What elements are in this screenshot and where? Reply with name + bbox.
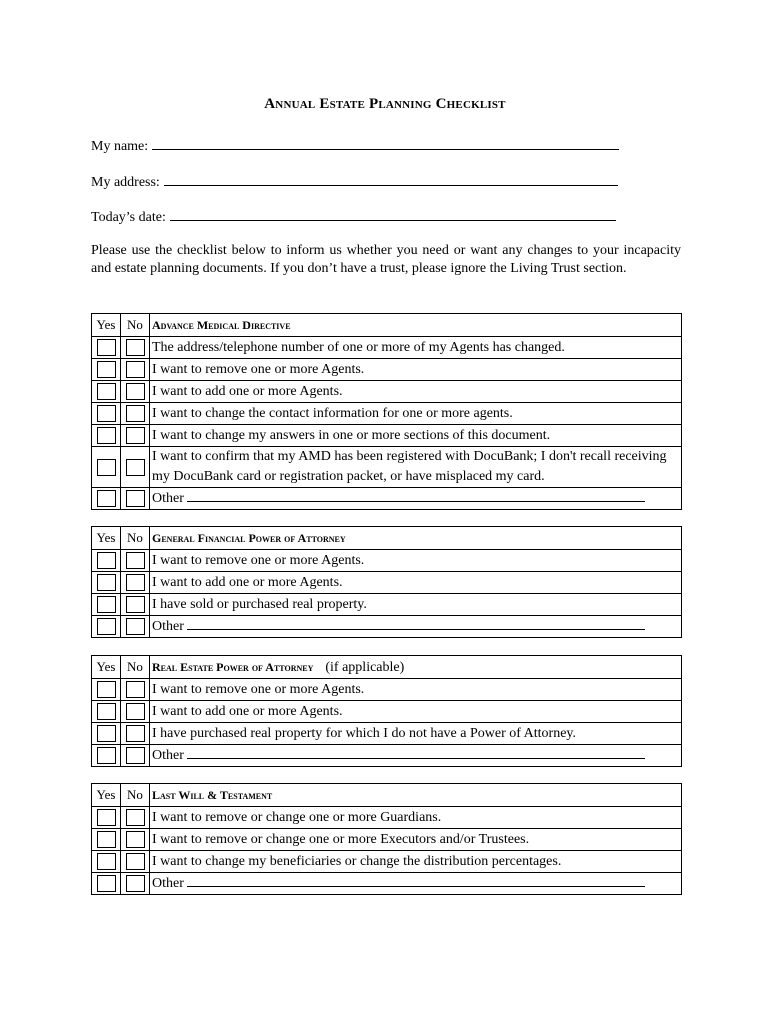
no-checkbox[interactable] xyxy=(126,809,145,826)
yes-checkbox[interactable] xyxy=(97,459,116,476)
yes-checkbox[interactable] xyxy=(97,809,116,826)
checklist-row-other xyxy=(92,488,682,510)
checklist-row xyxy=(92,337,682,359)
no-checkbox[interactable] xyxy=(126,853,145,870)
checklist-row xyxy=(92,425,682,447)
other-label: Other xyxy=(152,748,184,763)
checklist-item-text: I want to remove or change one or more Guardians. xyxy=(150,807,682,829)
address-label: My address: xyxy=(91,175,160,190)
address-input-line[interactable] xyxy=(164,172,618,186)
yes-checkbox[interactable] xyxy=(97,490,116,507)
checklist-row xyxy=(92,701,682,723)
no-checkbox[interactable] xyxy=(126,703,145,720)
col-yes-header: Yes xyxy=(92,784,121,807)
section-heading: Last Will & Testament xyxy=(150,784,682,807)
other-input-line[interactable] xyxy=(187,488,645,502)
other-item xyxy=(150,616,682,638)
no-checkbox[interactable] xyxy=(126,405,145,422)
no-checkbox[interactable] xyxy=(126,681,145,698)
checklist-item-text: I want to change my beneficiaries or change the distribution percentages. xyxy=(150,851,682,873)
col-no-header: No xyxy=(121,656,150,679)
checklist-item-text: I want to remove one or more Agents. xyxy=(150,550,682,572)
no-checkbox[interactable] xyxy=(126,427,145,444)
no-checkbox[interactable] xyxy=(126,747,145,764)
checklist-item-text: I have sold or purchased real property. xyxy=(150,594,682,616)
no-checkbox[interactable] xyxy=(126,361,145,378)
no-checkbox[interactable] xyxy=(126,875,145,892)
date-field xyxy=(91,207,616,226)
col-yes-header: Yes xyxy=(92,314,121,337)
no-checkbox[interactable] xyxy=(126,490,145,507)
other-item xyxy=(150,488,682,510)
col-no-header: No xyxy=(121,314,150,337)
col-yes-header: Yes xyxy=(92,656,121,679)
checklist-row xyxy=(92,851,682,873)
section-note: (if applicable) xyxy=(325,659,405,675)
date-input-line[interactable] xyxy=(170,207,616,221)
other-label: Other xyxy=(152,491,184,506)
other-input-line[interactable] xyxy=(187,616,645,630)
page-title: Annual Estate Planning Checklist xyxy=(264,96,506,112)
name-input-line[interactable] xyxy=(152,136,619,150)
checklist-row xyxy=(92,594,682,616)
other-label: Other xyxy=(152,876,184,891)
no-checkbox[interactable] xyxy=(126,574,145,591)
yes-checkbox[interactable] xyxy=(97,405,116,422)
section-advance-medical-directive xyxy=(91,313,682,510)
other-item xyxy=(150,873,682,895)
yes-checkbox[interactable] xyxy=(97,552,116,569)
yes-checkbox[interactable] xyxy=(97,361,116,378)
yes-checkbox[interactable] xyxy=(97,875,116,892)
checklist-item-text: I want to change my answers in one or more sections of this document. xyxy=(150,425,682,447)
no-checkbox[interactable] xyxy=(126,725,145,742)
name-field xyxy=(91,136,619,155)
intro-paragraph: Please use the checklist below to inform us whether you need or want any changes to your incapacity and estate planning documents. If you don’t have a trust, please ignore the Living Trust section. xyxy=(91,243,681,276)
checklist-row xyxy=(92,359,682,381)
checklist-row-other xyxy=(92,745,682,767)
yes-checkbox[interactable] xyxy=(97,747,116,764)
checklist-item-text: I want to confirm that my AMD has been registered with DocuBank; I don't recall receiving my DocuBank card or registration packet, or have misplaced my card. xyxy=(150,447,682,488)
checklist-row xyxy=(92,572,682,594)
yes-checkbox[interactable] xyxy=(97,853,116,870)
no-checkbox[interactable] xyxy=(126,459,145,476)
checklist-row xyxy=(92,807,682,829)
yes-checkbox[interactable] xyxy=(97,618,116,635)
other-input-line[interactable] xyxy=(187,745,645,759)
checklist-row-other xyxy=(92,616,682,638)
yes-checkbox[interactable] xyxy=(97,681,116,698)
section-general-financial-poa xyxy=(91,526,682,638)
checklist-row xyxy=(92,829,682,851)
checklist-item-text: I want to add one or more Agents. xyxy=(150,381,682,403)
section-last-will-testament xyxy=(91,783,682,895)
other-input-line[interactable] xyxy=(187,873,645,887)
section-real-estate-poa xyxy=(91,655,682,767)
checklist-item-text: I have purchased real property for which I do not have a Power of Attorney. xyxy=(150,723,682,745)
checklist-row xyxy=(92,550,682,572)
checklist-row-other xyxy=(92,873,682,895)
checklist-row xyxy=(92,403,682,425)
checklist-row xyxy=(92,679,682,701)
yes-checkbox[interactable] xyxy=(97,703,116,720)
col-no-header: No xyxy=(121,784,150,807)
yes-checkbox[interactable] xyxy=(97,339,116,356)
yes-checkbox[interactable] xyxy=(97,831,116,848)
no-checkbox[interactable] xyxy=(126,596,145,613)
other-item xyxy=(150,745,682,767)
section-heading: Real Estate Power of Attorney (if applicable) xyxy=(150,656,682,679)
checklist-item-text: I want to change the contact information for one or more agents. xyxy=(150,403,682,425)
col-yes-header: Yes xyxy=(92,527,121,550)
checklist-item-text: The address/telephone number of one or more of my Agents has changed. xyxy=(150,337,682,359)
yes-checkbox[interactable] xyxy=(97,574,116,591)
yes-checkbox[interactable] xyxy=(97,427,116,444)
checklist-item-text: I want to remove one or more Agents. xyxy=(150,359,682,381)
col-no-header: No xyxy=(121,527,150,550)
section-heading: Advance Medical Directive xyxy=(150,314,682,337)
checklist-row xyxy=(92,723,682,745)
date-label: Today’s date: xyxy=(91,210,166,225)
checklist-item-text: I want to remove one or more Agents. xyxy=(150,679,682,701)
yes-checkbox[interactable] xyxy=(97,383,116,400)
yes-checkbox[interactable] xyxy=(97,596,116,613)
no-checkbox[interactable] xyxy=(126,831,145,848)
checklist-row xyxy=(92,447,682,488)
name-label: My name: xyxy=(91,139,149,154)
checklist-item-text: I want to remove or change one or more Executors and/or Trustees. xyxy=(150,829,682,851)
checklist-item-text: I want to add one or more Agents. xyxy=(150,572,682,594)
checklist-item-text: I want to add one or more Agents. xyxy=(150,701,682,723)
other-label: Other xyxy=(152,619,184,634)
yes-checkbox[interactable] xyxy=(97,725,116,742)
checklist-row xyxy=(92,381,682,403)
section-heading: General Financial Power of Attorney xyxy=(150,527,682,550)
no-checkbox[interactable] xyxy=(126,339,145,356)
no-checkbox[interactable] xyxy=(126,618,145,635)
address-field xyxy=(91,172,618,191)
no-checkbox[interactable] xyxy=(126,552,145,569)
no-checkbox[interactable] xyxy=(126,383,145,400)
